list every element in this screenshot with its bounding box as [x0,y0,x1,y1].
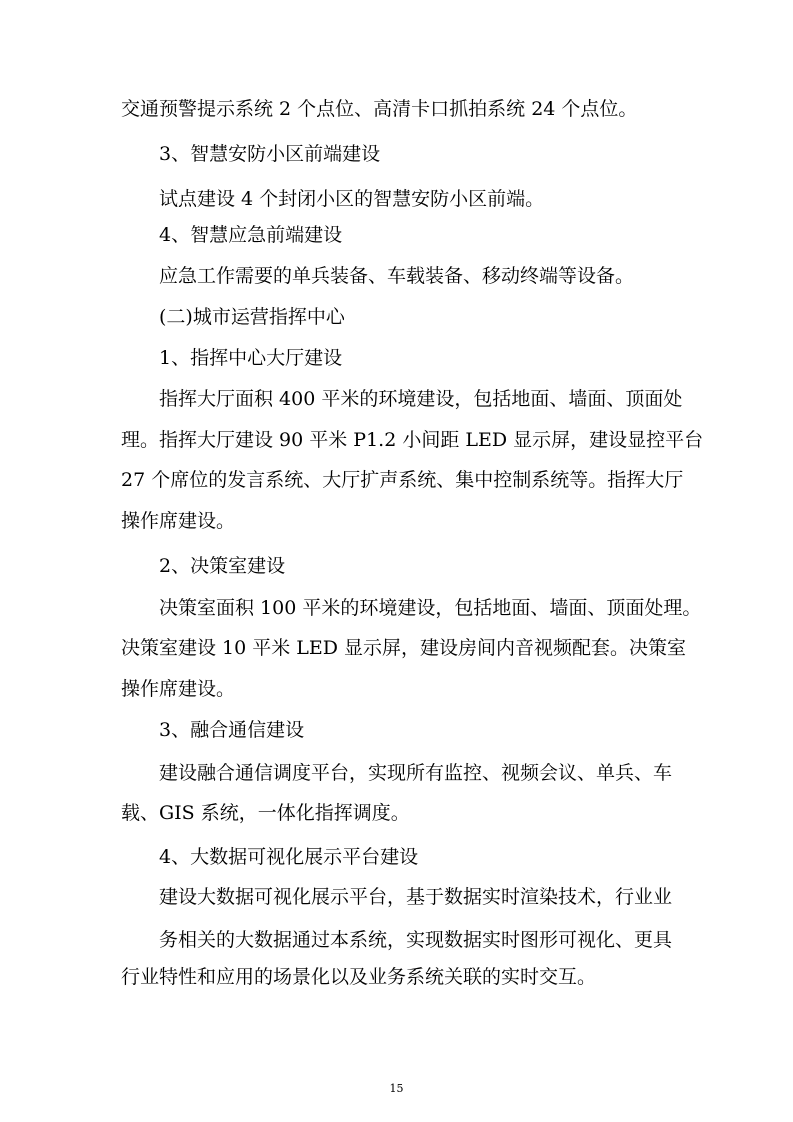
paragraph-line: 理。指挥大厅建设 90 平米 P1.2 小间距 LED 显示屏，建设显控平台 [121,429,704,451]
section-heading: 3、智慧安防小区前端建设 [159,143,381,165]
paragraph-line: 27 个席位的发言系统、大厅扩声系统、集中控制系统等。指挥大厅 [121,469,684,491]
section-heading: 4、大数据可视化展示平台建设 [159,846,419,868]
paragraph-line: 载、GIS 系统，一体化指挥调度。 [121,802,410,824]
section-heading: 1、指挥中心大厅建设 [159,347,343,369]
paragraph-line: 操作席建设。 [121,510,236,532]
paragraph-line: 操作席建设。 [121,678,236,700]
paragraph-line: 建设融合通信调度平台，实现所有监控、视频会议、单兵、车 [159,762,673,784]
section-heading: 2、决策室建设 [159,555,286,577]
paragraph-line: 试点建设 4 个封闭小区的智慧安防小区前端。 [159,188,545,210]
page-number: 15 [389,1082,404,1095]
paragraph-line: 决策室建设 10 平米 LED 显示屏，建设房间内音视频配套。决策室 [121,637,687,659]
paragraph-line: 指挥大厅面积 400 平米的环境建设，包括地面、墙面、顶面处 [159,388,683,410]
section-heading: 3、融合通信建设 [159,719,305,741]
chapter-heading: (二)城市运营指挥中心 [159,306,345,328]
paragraph-line: 建设大数据可视化展示平台，基于数据实时渲染技术，行业业 [159,886,673,908]
paragraph-line: 应急工作需要的单兵装备、车载装备、移动终端等设备。 [159,265,635,287]
paragraph-line: 行业特性和应用的场景化以及业务系统关联的实时交互。 [121,966,597,988]
paragraph-line: 交通预警提示系统 2 个点位、高清卡口抓拍系统 24 个点位。 [121,98,638,120]
paragraph-line: 决策室面积 100 平米的环境建设，包括地面、墙面、顶面处理。 [159,597,702,619]
section-heading: 4、智慧应急前端建设 [159,224,343,246]
paragraph-line: 务相关的大数据通过本系统，实现数据实时图形可视化、更具 [159,929,673,951]
